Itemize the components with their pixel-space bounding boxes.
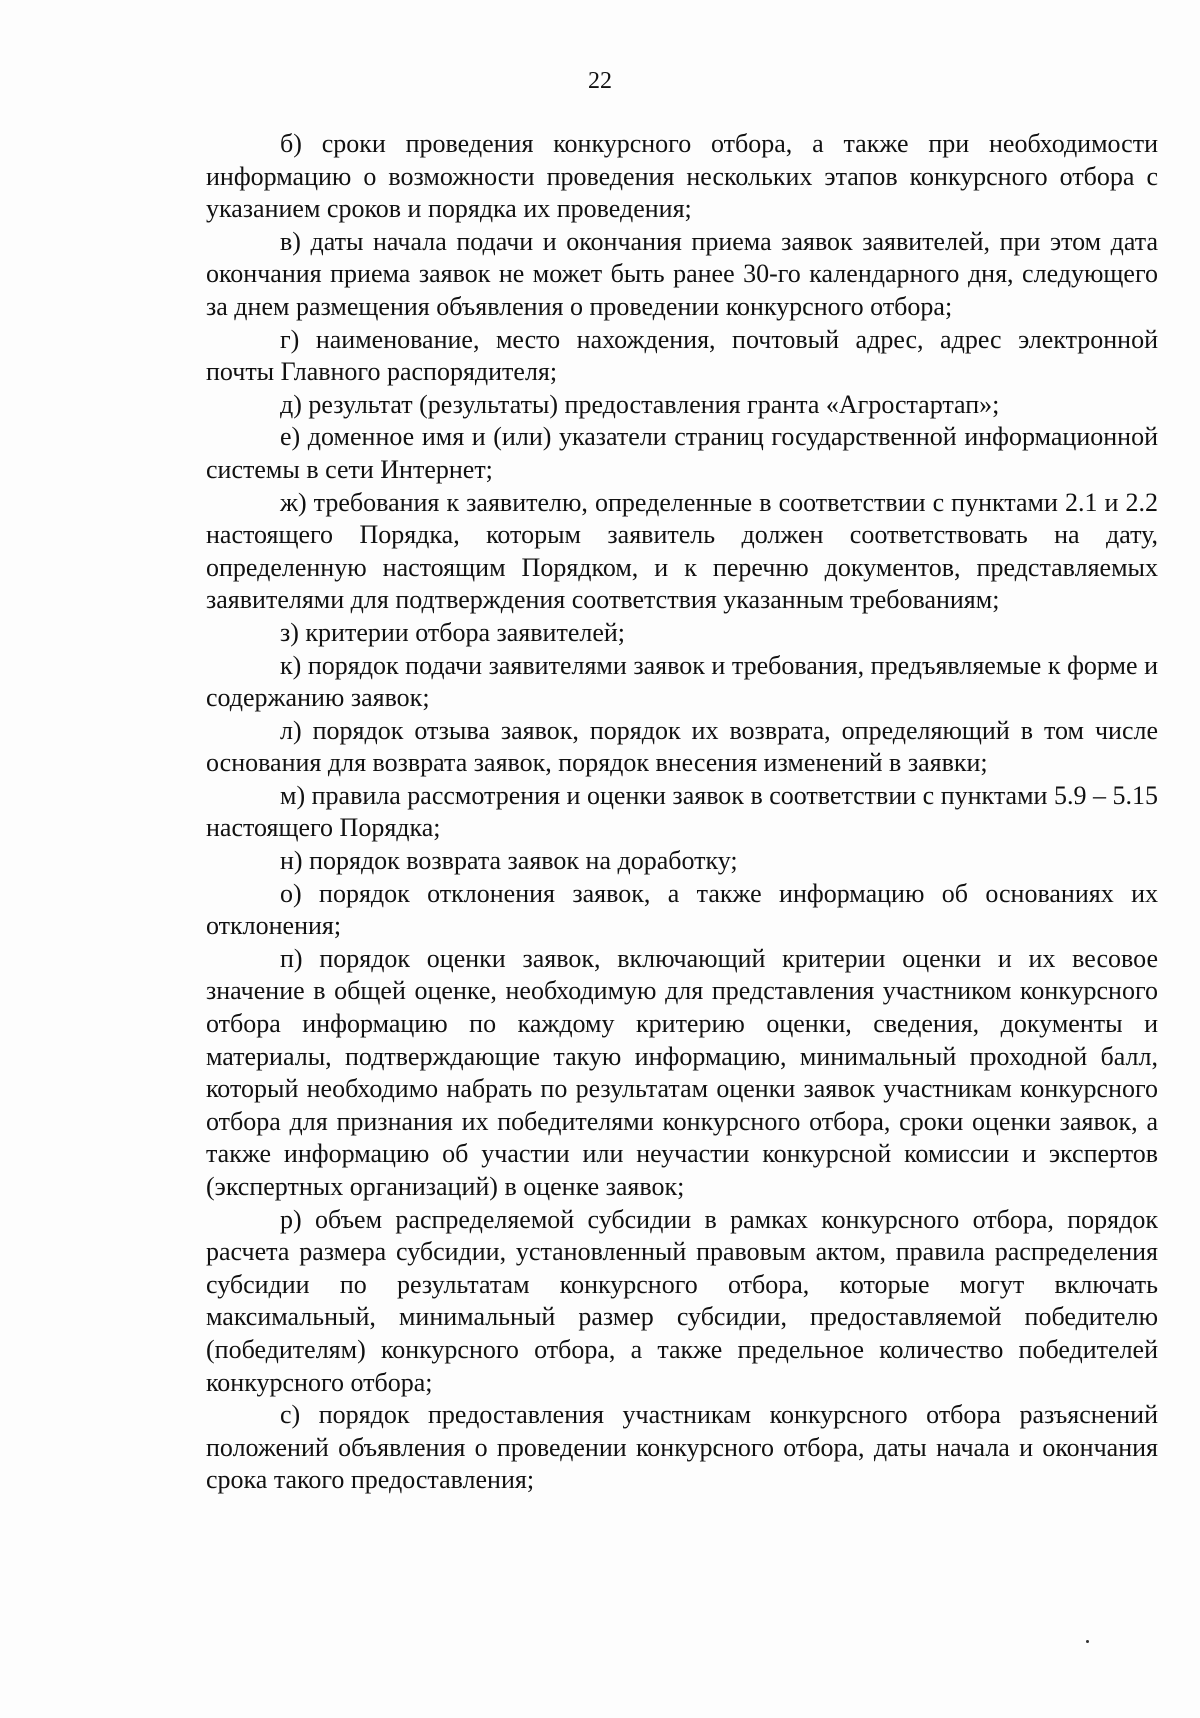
paragraph-b: б) сроки проведения конкурсного отбора, а также при необходимости информацию о возможности проведения нескольких этапов конкурсного отбора с указанием сроков и порядка их проведения; <box>206 129 1158 224</box>
paragraph-s: с) порядок предоставления участникам конкурсного отбора разъяснений положений объявления о проведении конкурсного отбора, даты начала и окончания срока такого предоставления; <box>206 1400 1158 1495</box>
paragraph-n: н) порядок возврата заявок на доработку; <box>280 846 738 876</box>
paragraph-r: р) объем распределяемой субсидии в рамках конкурсного отбора, порядок расчета размера субсидии, установленный правовым актом, правила распределения субсидии по результатам конкурсного отбора, которые могут включать максимальный, минимальный размер субсидии, предоставляемой победителю (победителям) конкурсного отбора, а также предельное количество победителей конкурсного отбора; <box>206 1204 1158 1397</box>
paragraph-o: о) порядок отклонения заявок, а также информацию об основаниях их отклонения; <box>206 878 1158 941</box>
paragraph-k: к) порядок подачи заявителями заявок и требования, предъявляемые к форме и содержанию заявок; <box>206 650 1158 713</box>
document-body <box>206 128 1158 1497</box>
paragraph-m: м) правила рассмотрения и оценки заявок в соответствии с пунктами 5.9 – 5.15 настоящего Порядка; <box>206 780 1158 843</box>
page-number: 22 <box>588 68 612 94</box>
paragraph-g: г) наименование, место нахождения, почтовый адрес, адрес электронной почты Главного распорядителя; <box>206 324 1158 387</box>
paragraph-d: д) результат (результаты) предоставления гранта «Агростартап»; <box>280 389 1000 419</box>
scan-speck <box>1086 1640 1089 1643</box>
paragraph-p: п) порядок оценки заявок, включающий критерии оценки и их весовое значение в общей оценке, необходимую для представления участником конкурсного отбора информацию по каждому критерию оценки, сведения, документы и материалы, подтверждающие такую информацию, минимальный проходной балл, который необходимо набрать по результатам оценки заявок участникам конкурсного отбора для признания их победителями конкурсного отбора, сроки оценки заявок, а также информацию об участии или неучастии конкурсной комиссии и экспертов (экспертных организаций) в оценке заявок; <box>206 943 1158 1201</box>
paragraph-z: з) критерии отбора заявителей; <box>280 617 626 647</box>
paragraph-e: е) доменное имя и (или) указатели страниц государственной информационной системы в сети Интернет; <box>206 422 1158 484</box>
paragraph-zh: ж) требования к заявителю, определенные в соответствии с пунктами 2.1 и 2.2 настоящего Порядка, которым заявитель должен соответствовать на дату, определенную настоящим Порядком, и к перечню документов, представляемых заявителями для подтверждения соответствия указанным требованиям; <box>206 487 1158 615</box>
paragraph-v: в) даты начала подачи и окончания приема заявок заявителей, при этом дата окончания приема заявок не может быть ранее 30-го календарного дня, следующего за днем размещения объявления о проведении конкурсного отбора; <box>206 226 1158 321</box>
paragraph-l: л) порядок отзыва заявок, порядок их возврата, определяющий в том числе основания для возврата заявок, порядок внесения изменений в заявки; <box>206 715 1158 778</box>
